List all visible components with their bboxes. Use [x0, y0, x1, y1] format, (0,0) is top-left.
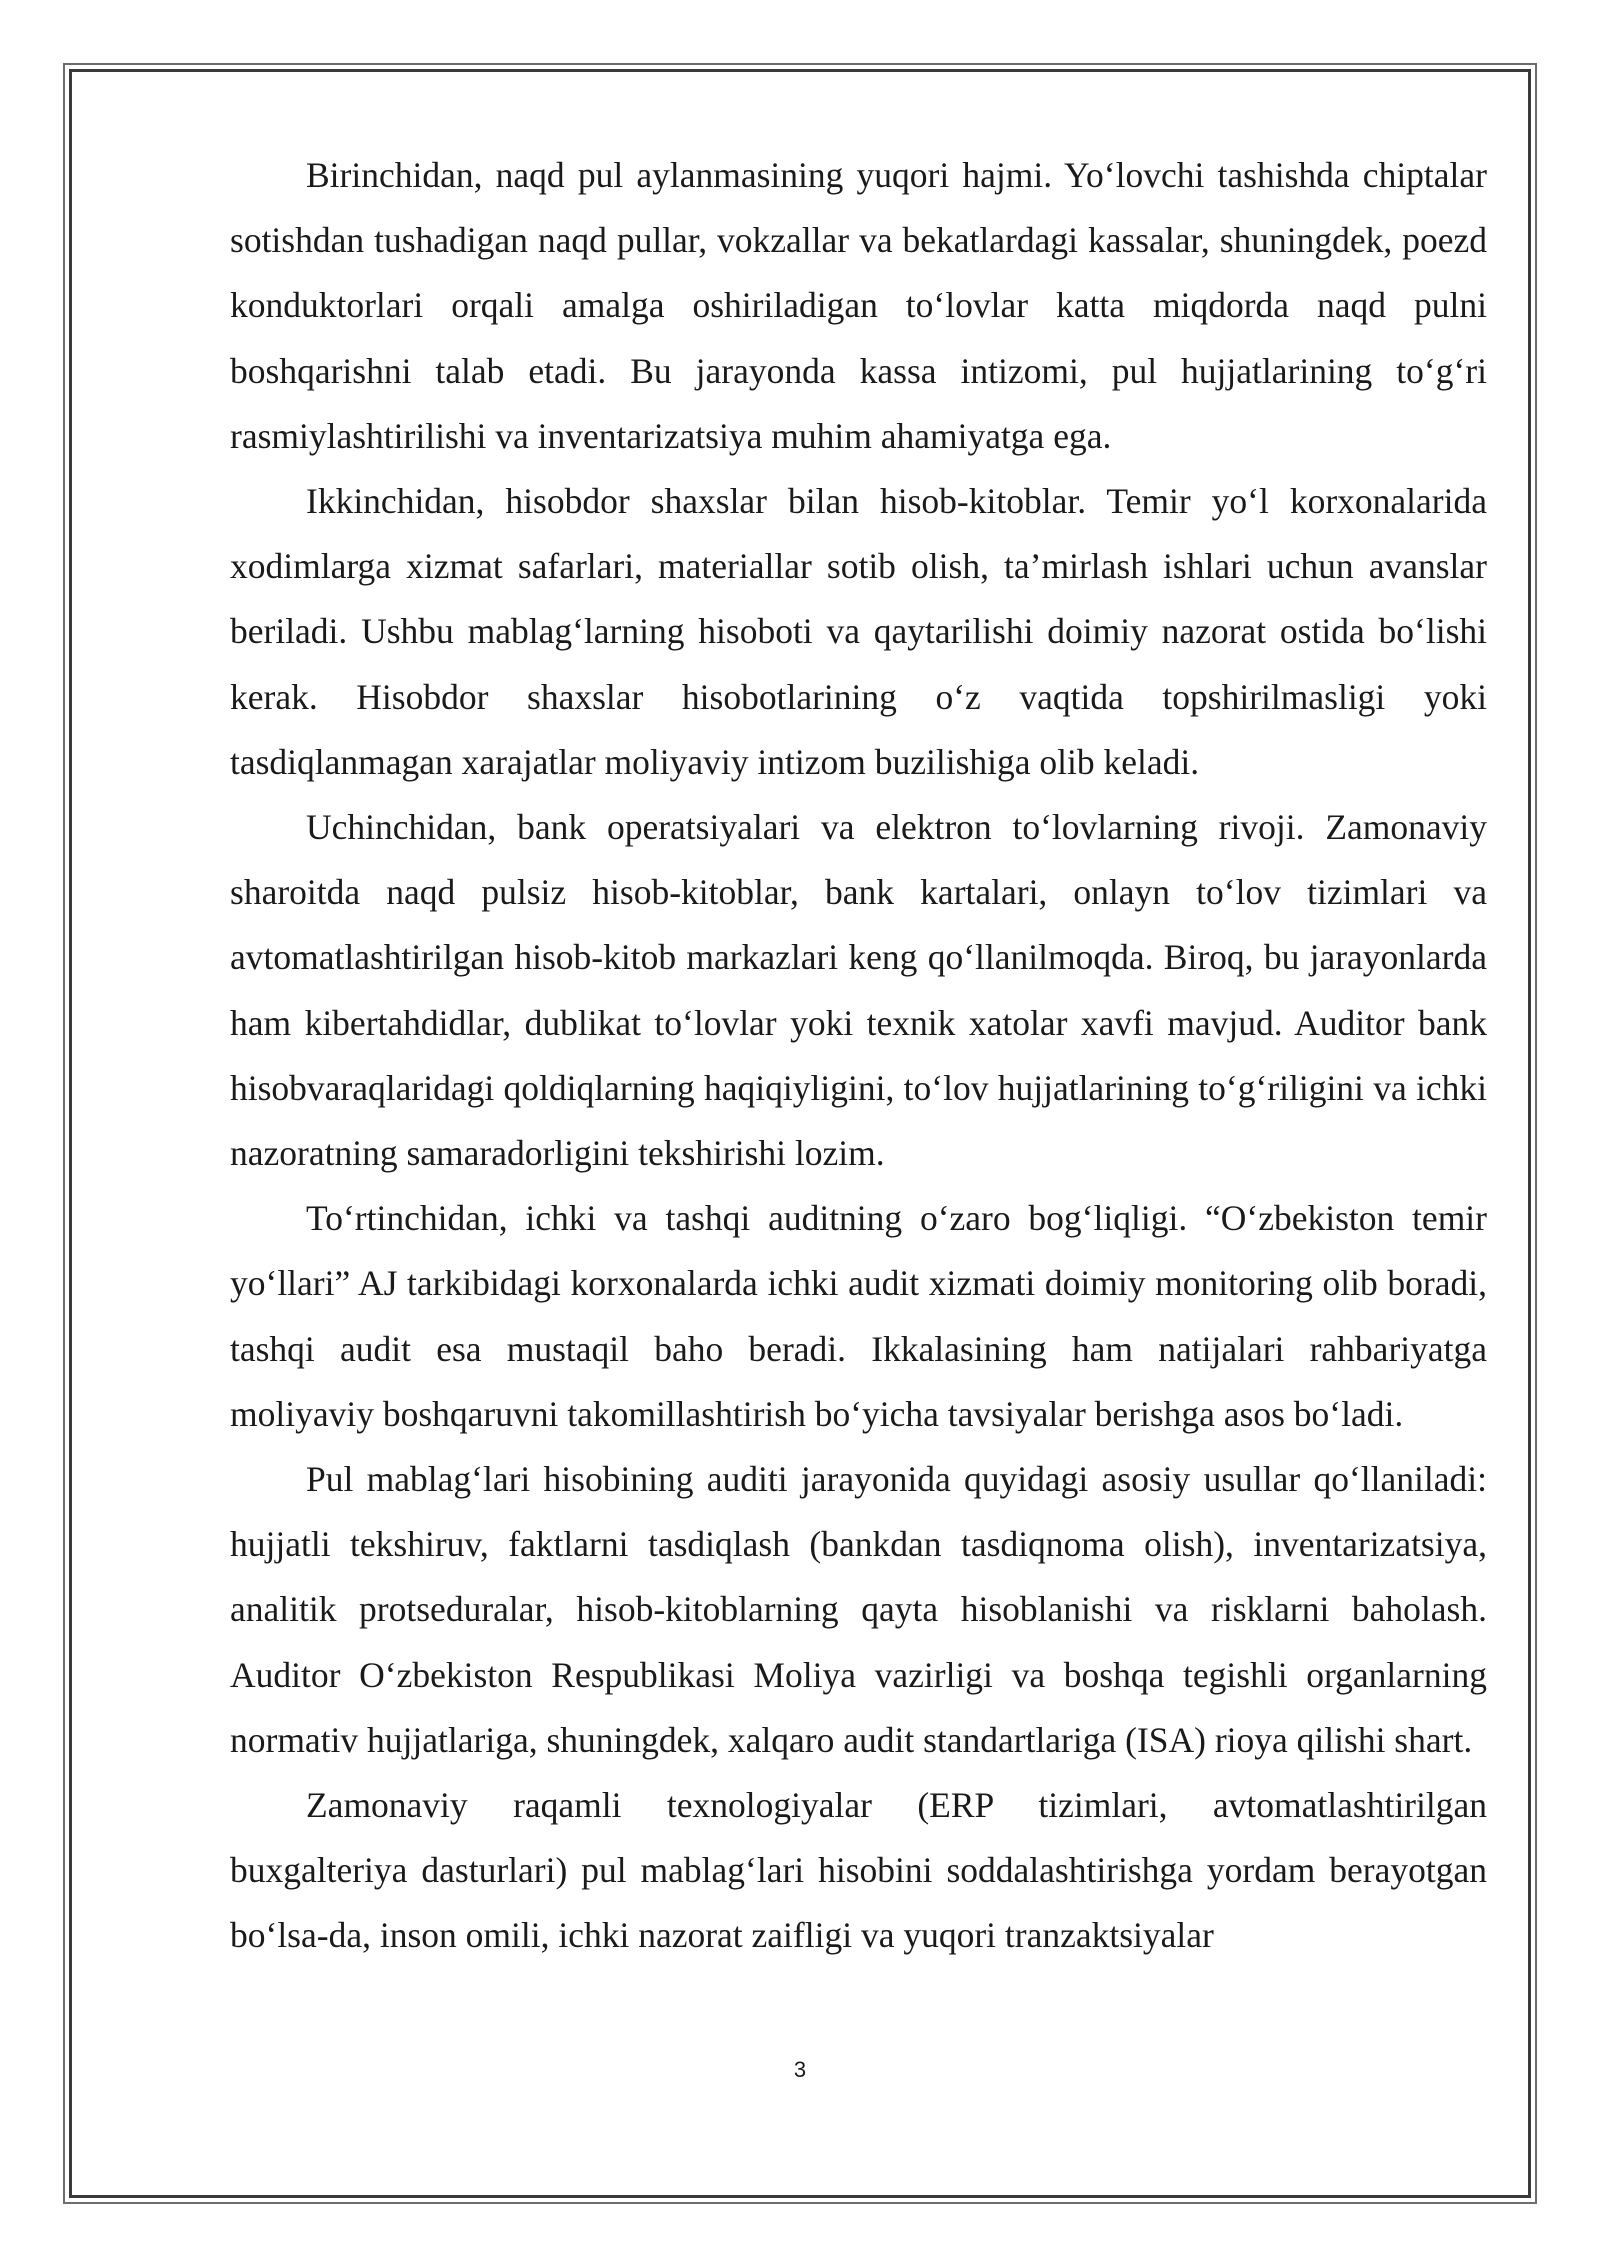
paragraph-3: Uchinchidan, bank operatsiyalari va elektron to‘lovlarning rivoji. Zamonaviy sharoitda naqd pulsiz hisob-kitoblar, bank kartalari, onlayn to‘lov tizimlari va avtomatlashtirilgan hisob-kitob markazlari keng qo‘llanilmoqda. Biroq, bu jarayonlarda ham kibertahdidlar, dublikat to‘lovlar yoki texnik xatolar xavfi mavjud. Auditor bank hisobvaraqlaridagi qoldiqlarning haqiqiyligini, to‘lov hujjatlarining to‘g‘riligini va ichki nazoratning samaradorligini tekshirishi lozim.	[230, 807, 1487, 1174]
document-body	[230, 143, 1487, 1969]
paragraph-6: Zamonaviy raqamli texnologiyalar (ERP tizimlari, avtomatlashtirilgan buxgalteriya dasturlari) pul mablag‘lari hisobini soddalashtirishga yordam berayotgan bo‘lsa-da, inson omili, ichki nazorat zaifligi va yuqori tranzaktsiyalar	[230, 1785, 1487, 1956]
paragraph-4: To‘rtinchidan, ichki va tashqi auditning o‘zaro bog‘liqligi. “O‘zbekiston temir yo‘llari” AJ tarkibidagi korxonalarda ichki audit xizmati doimiy monitoring olib boradi, tashqi audit esa mustaqil baho beradi. Ikkalasining ham natijalari rahbariyatga moliyaviy boshqaruvni takomillashtirish bo‘yicha tavsiyalar berishga asos bo‘ladi.	[230, 1198, 1487, 1434]
page-number: 3	[793, 2057, 807, 2082]
paragraph-5: Pul mablag‘lari hisobining auditi jarayonida quyidagi asosiy usullar qo‘llaniladi: hujjatli tekshiruv, faktlarni tasdiqlash (bankdan tasdiqnoma olish), inventarizatsiya, analitik protseduralar, hisob-kitoblarning qayta hisoblanishi va risklarni baholash. Auditor O‘zbekiston Respublikasi Moliya vazirligi va boshqa tegishli organlarning normativ hujjatlariga, shuningdek, xalqaro audit standartlariga (ISA) rioya qilishi shart.	[230, 1459, 1487, 1760]
paragraph-1: Birinchidan, naqd pul aylanmasining yuqori hajmi. Yo‘lovchi tashishda chiptalar sotishdan tushadigan naqd pullar, vokzallar va bekatlardagi kassalar, shuningdek, poezd konduktorlari orqali amalga oshiriladigan to‘lovlar katta miqdorda naqd pulni boshqarishni talab etadi. Bu jarayonda kassa intizomi, pul hujjatlarining to‘g‘ri rasmiylashtirilishi va inventarizatsiya muhim ahamiyatga ega.	[230, 155, 1487, 456]
paragraph-2: Ikkinchidan, hisobdor shaxslar bilan hisob-kitoblar. Temir yo‘l korxonalarida xodimlarga xizmat safarlari, materiallar sotib olish, ta’mirlash ishlari uchun avanslar beriladi. Ushbu mablag‘larning hisoboti va qaytarilishi doimiy nazorat ostida bo‘lishi kerak. Hisobdor shaxslar hisobotlarining o‘z vaqtida topshirilmasligi yoki tasdiqlanmagan xarajatlar moliyaviy intizom buzilishiga olib keladi.	[230, 481, 1487, 782]
